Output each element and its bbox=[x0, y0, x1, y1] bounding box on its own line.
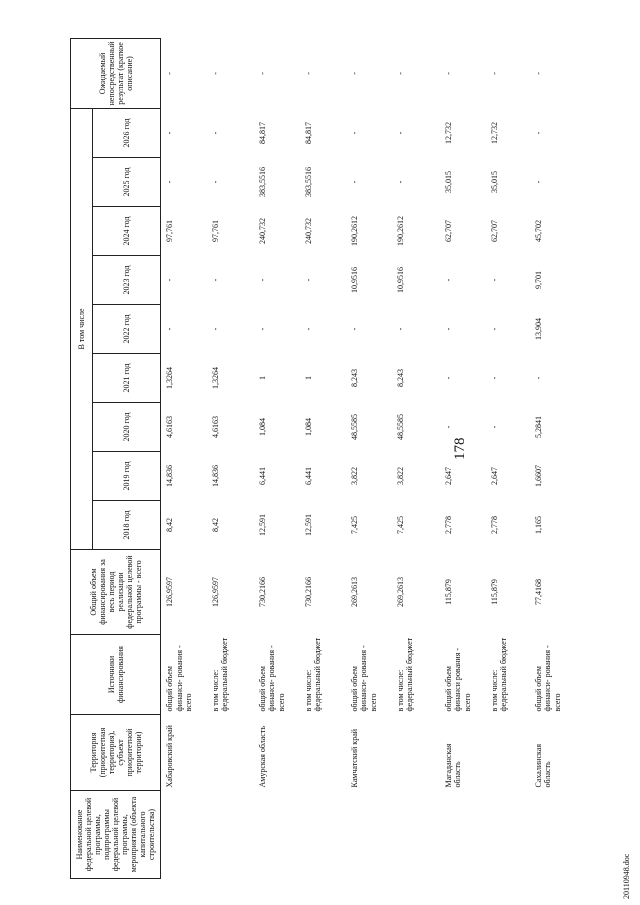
cell-value: - bbox=[489, 327, 499, 331]
cell-value: - bbox=[443, 327, 453, 331]
cell-expected: - bbox=[349, 72, 359, 75]
cell-territory bbox=[209, 715, 254, 791]
cell-total: 730,2166 bbox=[303, 577, 313, 607]
cell-source: в том числе: федеральный бюджет bbox=[210, 637, 229, 712]
cell-value: 4,6163 bbox=[210, 416, 220, 438]
cell-value: 9,701 bbox=[533, 271, 543, 289]
cell-value: - bbox=[165, 180, 174, 184]
cell-value: 12,591 bbox=[303, 514, 313, 536]
cell-value: 10,9516 bbox=[349, 267, 359, 293]
cell-source: общий объем финанси- рования - всего bbox=[533, 645, 562, 712]
cell-total: 269,2613 bbox=[349, 577, 359, 607]
cell-value: 1 bbox=[257, 376, 267, 380]
cell-total: 730,2166 bbox=[257, 577, 267, 607]
document-code: 20110948.doc bbox=[622, 853, 631, 899]
cell-value: 97,761 bbox=[210, 220, 220, 242]
table-row bbox=[302, 38, 346, 878]
cell-value: 5,2841 bbox=[533, 416, 543, 438]
table-row bbox=[254, 38, 302, 878]
cell-value: 12,732 bbox=[489, 121, 499, 144]
cell-value: 8,243 bbox=[349, 369, 359, 387]
cell-value: 1,084 bbox=[257, 418, 267, 436]
cell-expected: - bbox=[443, 72, 453, 75]
header-territory: Территория (приоритетная территория), субъект приоритетной территории) bbox=[71, 715, 161, 791]
table-row bbox=[161, 38, 209, 878]
cell-expected: - bbox=[210, 72, 220, 75]
cell-source: в том числе: федеральный бюджет bbox=[489, 637, 508, 712]
cell-value: - bbox=[210, 278, 220, 282]
cell-territory: Амурская область bbox=[257, 726, 267, 788]
header-year: 2020 год bbox=[93, 403, 161, 452]
cell-value: - bbox=[533, 376, 543, 380]
cell-value: 8,42 bbox=[210, 518, 220, 532]
cell-territory bbox=[394, 715, 440, 791]
cell-value: - bbox=[533, 180, 543, 184]
header-year: 2024 год bbox=[93, 207, 161, 256]
cell-territory: Магаданская область bbox=[443, 743, 462, 788]
cell-value: 1,084 bbox=[303, 418, 313, 436]
cell-expected: - bbox=[489, 72, 499, 75]
cell-name bbox=[530, 791, 570, 879]
cell-value: 1 bbox=[303, 376, 313, 380]
cell-value: 240,732 bbox=[257, 218, 267, 244]
cell-value: 48,5585 bbox=[349, 414, 359, 440]
cell-total: 126,9597 bbox=[165, 577, 174, 607]
table-row bbox=[440, 38, 488, 878]
cell-source: в том числе: федеральный бюджет bbox=[303, 637, 322, 712]
cell-name bbox=[346, 791, 394, 879]
header-year: 2019 год bbox=[93, 452, 161, 501]
cell-name bbox=[440, 791, 488, 879]
cell-name bbox=[161, 791, 209, 879]
cell-value: - bbox=[165, 327, 174, 331]
cell-source: в том числе: федеральный бюджет bbox=[395, 637, 414, 712]
cell-territory: Камчатский край bbox=[349, 728, 359, 788]
cell-value: - bbox=[489, 425, 499, 429]
header-year: 2025 год bbox=[93, 158, 161, 207]
cell-value: 97,761 bbox=[165, 220, 174, 242]
cell-value: - bbox=[210, 180, 220, 184]
header-year: 2022 год bbox=[93, 305, 161, 354]
cell-source: общий объем финанси- рования - всего bbox=[257, 645, 286, 712]
cell-expected: - bbox=[395, 72, 405, 75]
cell-territory: Сахалинская область bbox=[533, 743, 552, 788]
cell-value: 6,441 bbox=[303, 467, 313, 485]
cell-value: - bbox=[165, 131, 174, 135]
cell-expected: - bbox=[533, 72, 543, 75]
cell-value: - bbox=[489, 278, 499, 282]
table-row bbox=[530, 38, 570, 878]
cell-value: 3,822 bbox=[395, 467, 405, 485]
header-sources: Источники финансирования bbox=[71, 635, 161, 715]
financing-table bbox=[70, 38, 570, 879]
table-row bbox=[209, 38, 254, 878]
cell-value: 190,2612 bbox=[349, 216, 359, 246]
table-row bbox=[488, 38, 530, 878]
cell-name bbox=[394, 791, 440, 879]
cell-value: - bbox=[303, 327, 313, 331]
cell-value: 35,015 bbox=[443, 171, 453, 193]
cell-total: 77,4168 bbox=[533, 579, 543, 605]
cell-total: 115,879 bbox=[489, 579, 499, 605]
cell-value: - bbox=[395, 180, 405, 184]
cell-expected: - bbox=[165, 72, 174, 75]
cell-value: 3,822 bbox=[349, 467, 359, 485]
header-name: Наименование федеральной целевой программы, подпрограммы федеральной целевой программы, мероприятия (объекта капитального строительства) bbox=[71, 791, 161, 879]
cell-value: - bbox=[533, 131, 543, 135]
cell-value: 8,243 bbox=[395, 369, 405, 387]
cell-value: - bbox=[395, 131, 405, 135]
cell-value: 1,165 bbox=[533, 516, 543, 534]
cell-value: - bbox=[257, 327, 267, 331]
cell-value: 1,3264 bbox=[165, 367, 174, 389]
cell-territory: Хабаровский край bbox=[165, 725, 174, 788]
cell-name bbox=[209, 791, 254, 879]
cell-name bbox=[254, 791, 302, 879]
cell-total: 115,879 bbox=[443, 579, 453, 605]
header-including: В том числе bbox=[71, 108, 93, 549]
cell-value: 1,6607 bbox=[533, 465, 543, 487]
cell-value: - bbox=[210, 131, 220, 135]
cell-value: 7,425 bbox=[395, 516, 405, 534]
cell-value: 6,441 bbox=[257, 467, 267, 485]
cell-value: 62,707 bbox=[443, 220, 453, 242]
cell-source: общий объем финанси рования - всего bbox=[443, 647, 472, 712]
cell-name bbox=[302, 791, 346, 879]
cell-value: 13,904 bbox=[533, 318, 543, 340]
cell-value: 84,817 bbox=[257, 121, 267, 144]
table-row bbox=[394, 38, 440, 878]
cell-source: общий объем финанси- рования - всего bbox=[349, 645, 378, 712]
cell-total: 269,2613 bbox=[395, 577, 405, 607]
cell-value: - bbox=[443, 425, 453, 429]
cell-value: 2,778 bbox=[489, 516, 499, 534]
cell-value: 383,5516 bbox=[257, 167, 267, 197]
header-year: 2026 год bbox=[93, 108, 161, 157]
cell-name bbox=[488, 791, 530, 879]
header-expected: Ожидаемый непосредственный результат (краткое описание) bbox=[71, 38, 161, 108]
page-number: 178 bbox=[452, 437, 468, 460]
cell-value: - bbox=[257, 278, 267, 282]
header-year: 2018 год bbox=[93, 501, 161, 550]
cell-value: 35,015 bbox=[489, 171, 499, 193]
cell-value: 7,425 bbox=[349, 516, 359, 534]
cell-value: 190,2612 bbox=[395, 216, 405, 246]
cell-value: 62,707 bbox=[489, 220, 499, 242]
cell-value: 2,647 bbox=[489, 467, 499, 485]
cell-value: 45,702 bbox=[533, 220, 543, 242]
cell-value: 84,817 bbox=[303, 121, 313, 144]
cell-value: - bbox=[489, 376, 499, 380]
cell-value: 2,647 bbox=[443, 467, 453, 485]
cell-expected: - bbox=[257, 72, 267, 75]
cell-expected: - bbox=[303, 72, 313, 75]
cell-value: - bbox=[210, 327, 220, 331]
cell-value: - bbox=[303, 278, 313, 282]
cell-value: 240,732 bbox=[303, 218, 313, 244]
cell-value: 2,778 bbox=[443, 516, 453, 534]
cell-value: 48,5585 bbox=[395, 414, 405, 440]
cell-value: - bbox=[349, 131, 359, 135]
cell-value: - bbox=[165, 278, 174, 282]
header-year: 2023 год bbox=[93, 256, 161, 305]
cell-value: - bbox=[349, 327, 359, 331]
cell-value: - bbox=[443, 376, 453, 380]
cell-value: 383,5516 bbox=[303, 167, 313, 197]
cell-value: 12,732 bbox=[443, 121, 453, 144]
cell-territory bbox=[488, 715, 530, 791]
cell-value: 10,9516 bbox=[395, 267, 405, 293]
cell-value: - bbox=[349, 180, 359, 184]
cell-source: общий объем финанси- рования - всего bbox=[165, 645, 193, 712]
cell-value: - bbox=[395, 327, 405, 331]
cell-value: 14,836 bbox=[165, 465, 174, 487]
cell-total: 126,9597 bbox=[210, 577, 220, 607]
header-year: 2021 год bbox=[93, 354, 161, 403]
header-total: Общий объем финансирования за весь период реализации федеральной целевой программы - всего bbox=[71, 550, 161, 635]
table-row bbox=[346, 38, 394, 878]
cell-value: 14,836 bbox=[210, 465, 220, 487]
cell-value: 12,591 bbox=[257, 514, 267, 536]
cell-value: 8,42 bbox=[165, 518, 174, 532]
cell-value: 4,6163 bbox=[165, 416, 174, 438]
cell-value: 1,3264 bbox=[210, 367, 220, 389]
cell-value: - bbox=[443, 278, 453, 282]
cell-territory bbox=[302, 715, 346, 791]
